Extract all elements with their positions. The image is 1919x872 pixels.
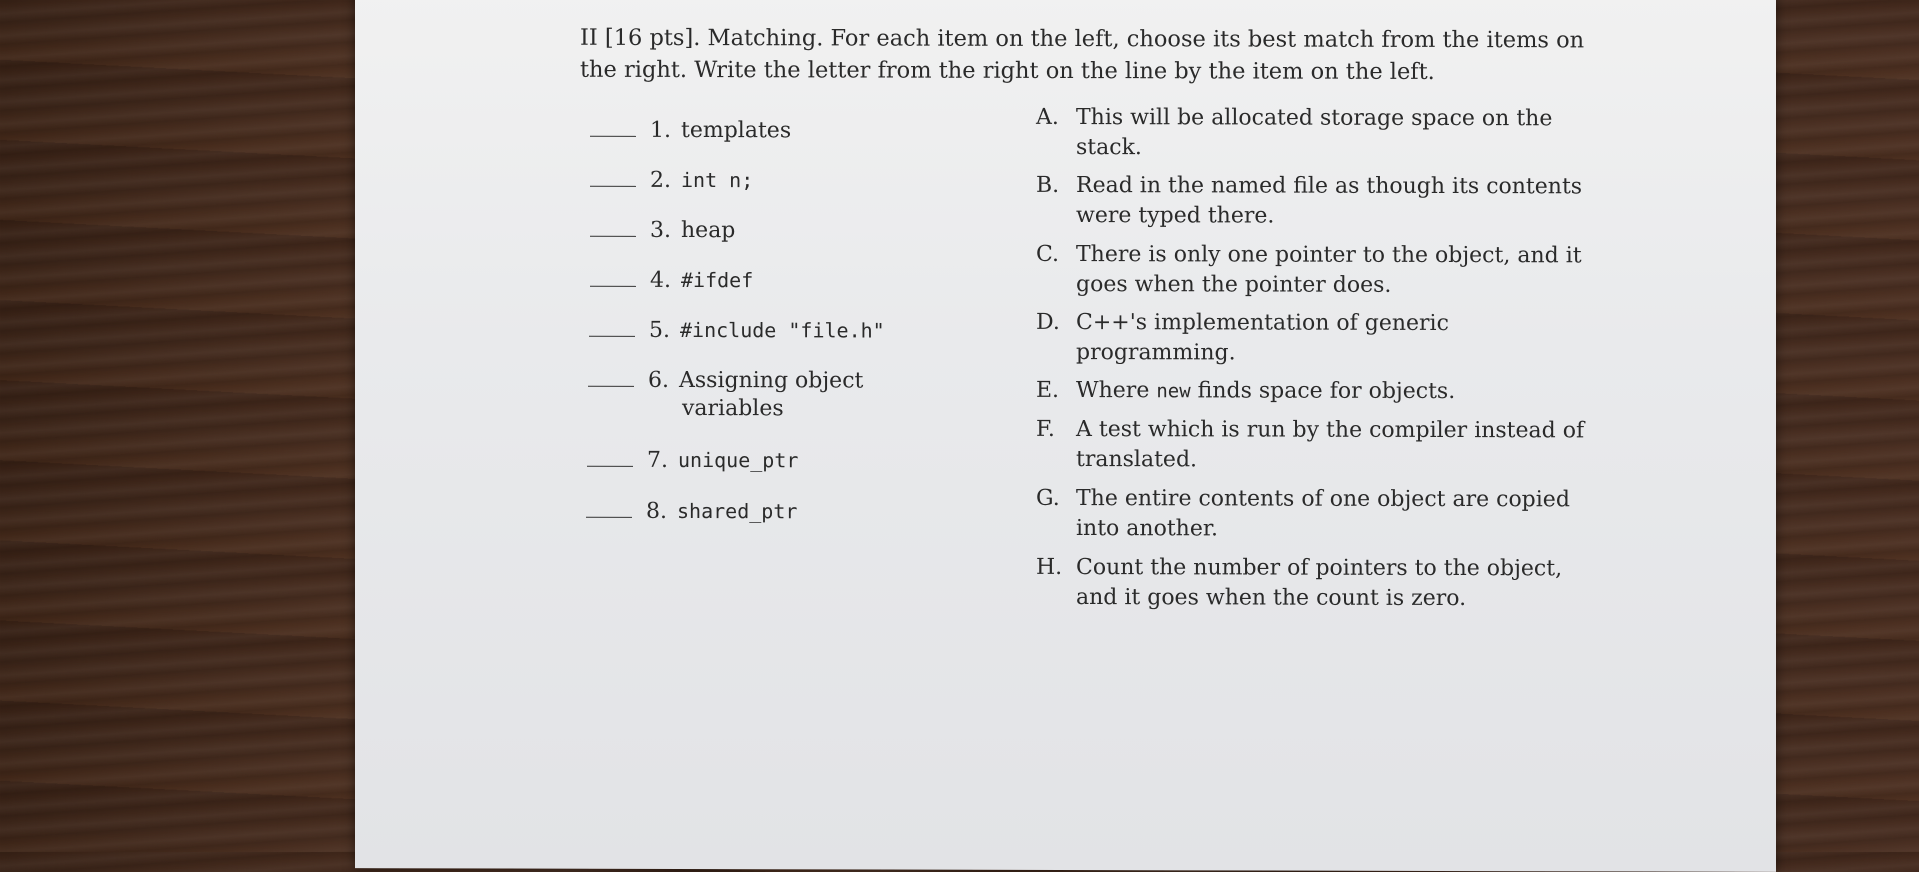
- right-item-line: Count the number of pointers to the object,: [1076, 555, 1563, 582]
- right-item-letter: C.: [1036, 241, 1060, 267]
- instructions-line-2: the right. Write the letter from the right on the line by the item on the left.: [580, 56, 1435, 85]
- answer-blank-6[interactable]: [588, 372, 634, 387]
- right-item-letter: H.: [1036, 554, 1063, 580]
- left-item-text: templates: [681, 117, 792, 144]
- right-item-code: new: [1156, 380, 1191, 403]
- left-item-6-continued: variables: [682, 395, 784, 422]
- left-item-number: 6.: [648, 367, 669, 393]
- answer-blank-5[interactable]: [589, 322, 635, 337]
- right-item-text-post: finds space for objects.: [1190, 378, 1456, 405]
- right-item-d: [1036, 308, 1596, 366]
- right-item-line: Read in the named file as though its contents: [1076, 173, 1583, 200]
- right-item-line: C++'s implementation of generic: [1076, 310, 1449, 337]
- answer-blank-1[interactable]: [590, 122, 636, 137]
- left-item-7: [587, 446, 798, 476]
- right-item-letter: D.: [1036, 309, 1060, 335]
- left-item-text: heap: [681, 217, 736, 244]
- left-item-8: [586, 497, 797, 527]
- right-item-text-pre: Where: [1076, 378, 1157, 404]
- right-item-e: [1036, 376, 1596, 405]
- paper-content: [355, 0, 1776, 872]
- answer-blank-2[interactable]: [590, 172, 636, 187]
- right-item-c: [1036, 240, 1596, 298]
- right-item-line: This will be allocated storage space on the: [1076, 105, 1553, 132]
- left-item-number: 5.: [649, 317, 670, 343]
- right-item-letter: G.: [1036, 485, 1060, 511]
- right-item-line: There is only one pointer to the object, and it: [1076, 242, 1582, 269]
- left-item-number: 7.: [647, 447, 668, 473]
- left-item-1: [590, 116, 791, 146]
- left-item-4: [590, 266, 753, 295]
- left-item-number: 1.: [650, 117, 671, 143]
- question-instructions: [580, 22, 1700, 89]
- left-item-text: shared_ptr: [677, 498, 798, 524]
- answer-blank-8[interactable]: [586, 503, 632, 518]
- answer-blank-7[interactable]: [587, 452, 633, 467]
- right-item-f: [1036, 415, 1596, 473]
- right-item-letter: F.: [1036, 416, 1055, 442]
- left-item-text: Assigning object: [679, 367, 864, 394]
- right-item-letter: E.: [1036, 377, 1060, 403]
- right-item-line: were typed there.: [1076, 203, 1275, 229]
- right-item-g: [1036, 484, 1596, 542]
- left-item-text: #include "file.h": [680, 317, 885, 343]
- left-item-3: [590, 216, 735, 245]
- left-item-5: [589, 316, 885, 346]
- right-item-line: stack.: [1076, 135, 1142, 161]
- instructions-line-1: II [16 pts]. Matching. For each item on the left, choose its best match from the items on: [580, 24, 1585, 54]
- left-item-number: 8.: [646, 498, 667, 524]
- right-item-line: into another.: [1076, 516, 1218, 542]
- right-item-letter: B.: [1036, 172, 1060, 198]
- answer-blank-4[interactable]: [590, 272, 636, 287]
- right-item-line: and it goes when the count is zero.: [1076, 585, 1467, 612]
- right-item-letter: A.: [1036, 104, 1059, 130]
- right-item-h: [1036, 553, 1596, 612]
- right-item-b: [1036, 171, 1596, 229]
- right-item-line: A test which is run by the compiler instead of: [1076, 417, 1585, 444]
- right-item-line: programming.: [1076, 340, 1236, 366]
- left-item-number: 3.: [650, 217, 671, 243]
- right-item-line: translated.: [1076, 447, 1198, 473]
- left-item-text: #ifdef: [681, 267, 754, 293]
- left-item-6: [588, 366, 863, 396]
- left-item-number: 2.: [650, 167, 671, 193]
- left-item-number: 4.: [650, 267, 671, 293]
- answer-blank-3[interactable]: [590, 222, 636, 237]
- left-item-text: int n;: [681, 167, 754, 193]
- right-item-a: [1036, 103, 1596, 161]
- left-item-text: unique_ptr: [678, 447, 799, 473]
- right-item-line: goes when the pointer does.: [1076, 272, 1392, 298]
- left-item-2: [590, 166, 753, 195]
- right-item-line: The entire contents of one object are copied: [1076, 486, 1570, 513]
- exam-paper: [355, 0, 1776, 872]
